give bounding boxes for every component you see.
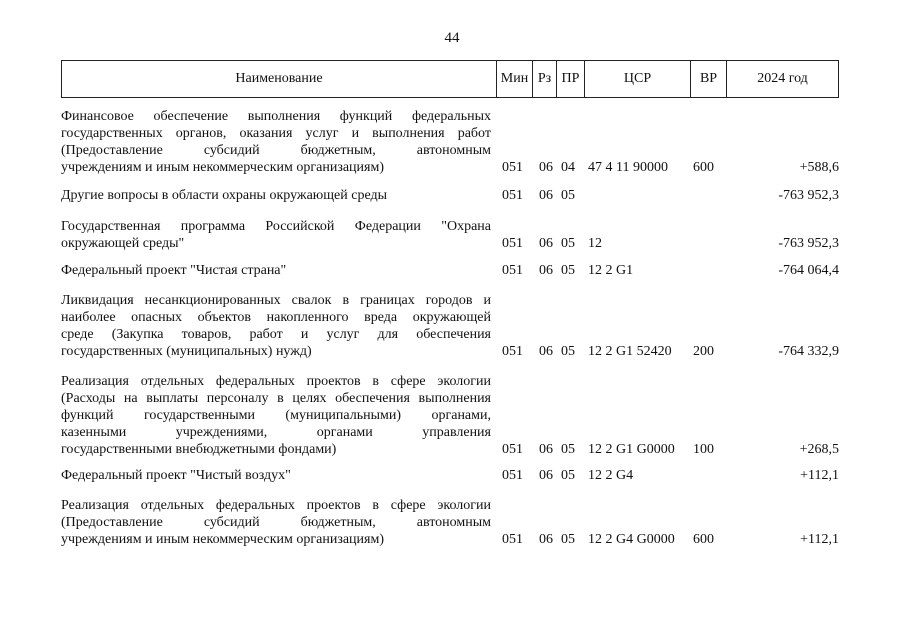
row-name-line: Другие вопросы в области охраны окружающей среды: [61, 188, 387, 203]
row-csr: 12: [588, 236, 602, 251]
row-min: 051: [502, 236, 523, 251]
row-rz: 06: [539, 532, 553, 547]
table-row: [61, 187, 839, 204]
row-name: [61, 187, 491, 204]
row-min: 051: [502, 468, 523, 483]
row-min: 051: [502, 344, 523, 359]
page-number: 44: [444, 30, 460, 46]
row-pr: 05: [561, 468, 575, 483]
row-pr: 05: [561, 263, 575, 278]
row-name-line: (Предоставление субсидий бюджетным, автономным: [61, 143, 491, 158]
row-name-line: учреждениям и иным некоммерческим организациям): [61, 160, 385, 175]
row-vr: 600: [693, 532, 714, 547]
row-amount: +588,6: [799, 160, 839, 175]
row-name: [61, 292, 491, 360]
row-name-line: (Расходы на выплаты персоналу в целях обеспечения выполнения: [61, 391, 491, 406]
row-min: 051: [502, 532, 523, 547]
row-pr: 05: [561, 188, 575, 203]
row-vr: 200: [693, 344, 714, 359]
row-name-line: функций государственными (муниципальными) органами,: [61, 408, 491, 423]
row-pr: 05: [561, 344, 575, 359]
table-row: [61, 292, 839, 360]
row-amount: +268,5: [799, 442, 839, 457]
table-row: [61, 373, 839, 458]
table-row: [61, 467, 839, 484]
table-row: [61, 497, 839, 548]
row-name-line: Ликвидация несанкционированных свалок в границах городов и: [61, 293, 491, 308]
row-pr: 04: [561, 160, 575, 175]
row-vr: 600: [693, 160, 714, 175]
row-name-line: государственных органов, оказания услуг и выполнения работ: [61, 126, 491, 141]
row-amount: -764 064,4: [778, 263, 839, 278]
row-pr: 05: [561, 532, 575, 547]
row-amount: -764 332,9: [778, 344, 839, 359]
row-name-line: казенными учреждениями, органами управления: [61, 425, 491, 440]
row-name-line: окружающей среды": [61, 236, 185, 251]
row-rz: 06: [539, 263, 553, 278]
row-name-line: учреждениям и иным некоммерческим организациям): [61, 532, 385, 547]
row-name-line: среде (Закупка товаров, работ и услуг для обеспечения: [61, 327, 491, 342]
row-amount: -763 952,3: [778, 236, 839, 251]
header-vr: ВР: [690, 61, 726, 97]
row-name-line: государственных (муниципальных) нужд): [61, 344, 312, 359]
row-rz: 06: [539, 188, 553, 203]
row-min: 051: [502, 442, 523, 457]
row-name: [61, 108, 491, 176]
header-name: Наименование: [61, 61, 496, 97]
row-csr: 12 2 G1 52420: [588, 344, 672, 359]
row-vr: 100: [693, 442, 714, 457]
row-csr: 47 4 11 90000: [588, 160, 668, 175]
row-rz: 06: [539, 468, 553, 483]
row-rz: 06: [539, 442, 553, 457]
row-csr: 12 2 G4: [588, 468, 634, 483]
row-name: [61, 467, 491, 484]
row-pr: 05: [561, 236, 575, 251]
row-name-line: Финансовое обеспечение выполнения функций федеральных: [61, 109, 491, 124]
row-min: 051: [502, 160, 523, 175]
row-pr: 05: [561, 442, 575, 457]
row-csr: 12 2 G1: [588, 263, 634, 278]
header-year: 2024 год: [726, 61, 839, 97]
table-row: [61, 108, 839, 176]
row-amount: +112,1: [800, 532, 839, 547]
row-name-line: наиболее опасных объектов накопленного вреда окружающей: [61, 310, 491, 325]
row-min: 051: [502, 188, 523, 203]
row-name: [61, 218, 491, 252]
row-amount: +112,1: [800, 468, 839, 483]
row-rz: 06: [539, 344, 553, 359]
header-pr: ПР: [556, 61, 584, 97]
row-csr: 12 2 G4 G0000: [588, 532, 675, 547]
row-name-line: Федеральный проект "Чистый воздух": [61, 468, 291, 483]
row-name-line: Реализация отдельных федеральных проектов в сфере экологии: [61, 498, 491, 513]
row-min: 051: [502, 263, 523, 278]
header-csr: ЦСР: [584, 61, 690, 97]
row-name: [61, 373, 491, 458]
row-name: [61, 497, 491, 548]
row-amount: -763 952,3: [778, 188, 839, 203]
row-csr: 12 2 G1 G0000: [588, 442, 675, 457]
row-rz: 06: [539, 236, 553, 251]
header-rz: Рз: [532, 61, 556, 97]
table-header: [61, 60, 839, 98]
row-rz: 06: [539, 160, 553, 175]
row-name-line: Реализация отдельных федеральных проектов в сфере экологии: [61, 374, 491, 389]
row-name-line: государственными внебюджетными фондами): [61, 442, 337, 457]
table-row: [61, 218, 839, 252]
table-row: [61, 262, 839, 279]
row-name-line: (Предоставление субсидий бюджетным, автономным: [61, 515, 491, 530]
header-min: Мин: [496, 61, 532, 97]
row-name-line: Федеральный проект "Чистая страна": [61, 263, 287, 278]
row-name: [61, 262, 491, 279]
row-name-line: Государственная программа Российской Федерации "Охрана: [61, 219, 491, 234]
